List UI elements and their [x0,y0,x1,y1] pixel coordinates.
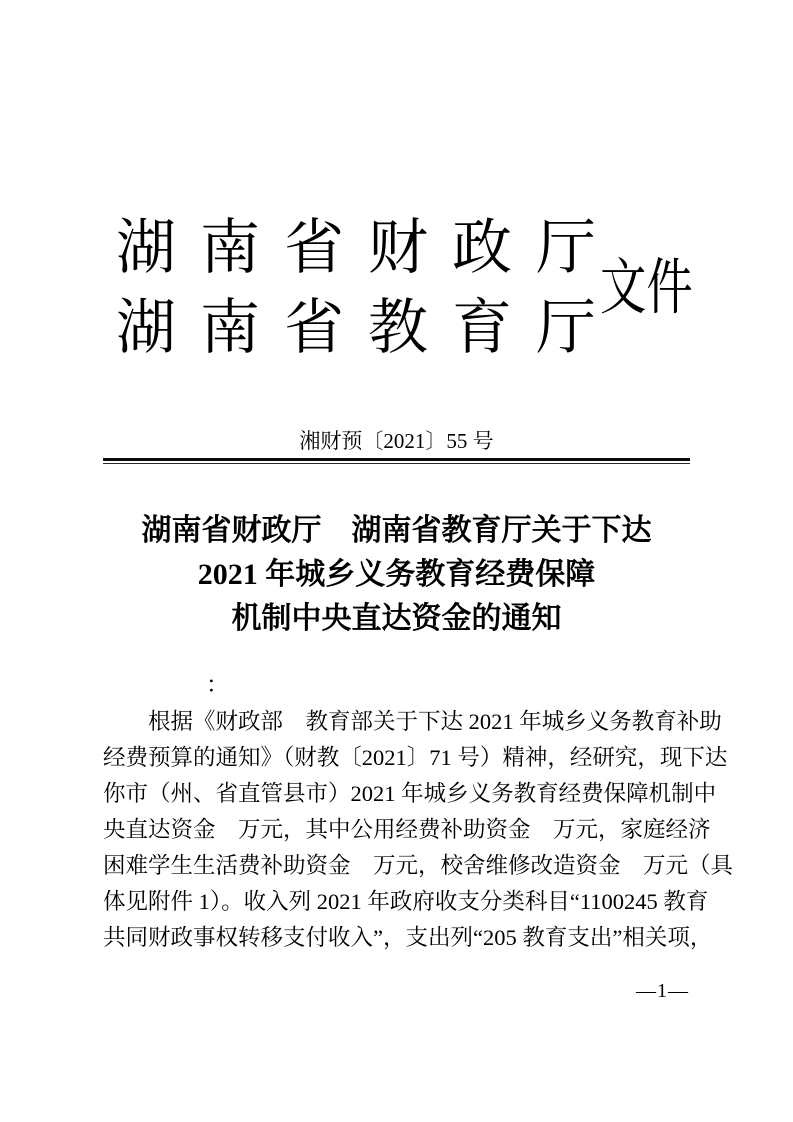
doc-title-line: 2021 年城乡义务教育经费保障 [197,558,596,591]
letterhead-divider-rule [103,458,690,464]
body-text [103,704,734,956]
body-text-line: 困难学生生活费补助资金 万元，校舍维修改造资金 万元（具 [103,853,734,878]
addressee-colon: ： [206,672,229,697]
body-text-line: 体见附件 1）。收入列 2021 年政府收支分类科目“1100245 教育 [103,889,709,914]
body-text-line: 根据《财政部 教育部关于下达 2021 年城乡义务教育补助 [148,709,722,734]
page-number: —1— [636,980,689,1002]
doc-title [0,509,793,641]
issuing-org-line: 湖南省财政厅 [116,215,620,281]
body-text-line: 共同财政事权转移支付收入”，支出列“205 教育支出”相关项， [103,925,713,950]
doc-type-label: 文件 [600,253,693,322]
letterhead [116,208,716,368]
issuing-org-line: 湖南省教育厅 [116,295,620,361]
body-text-line: 央直达资金 万元，其中公用经费补助资金 万元，家庭经济 [103,817,711,842]
doc-number: 湘财预〔2021〕55 号 [299,429,494,453]
body-text-line: 经费预算的通知》（财教〔2021〕71 号）精神，经研究，现下达 [103,745,728,770]
doc-title-line: 湖南省财政厅 湖南省教育厅关于下达 [141,514,652,547]
body-text-line: 你市（州、省直管县市）2021 年城乡义务教育经费保障机制中 [103,781,717,806]
doc-title-line: 机制中央直达资金的通知 [231,602,562,635]
issuing-org-names [116,208,620,368]
